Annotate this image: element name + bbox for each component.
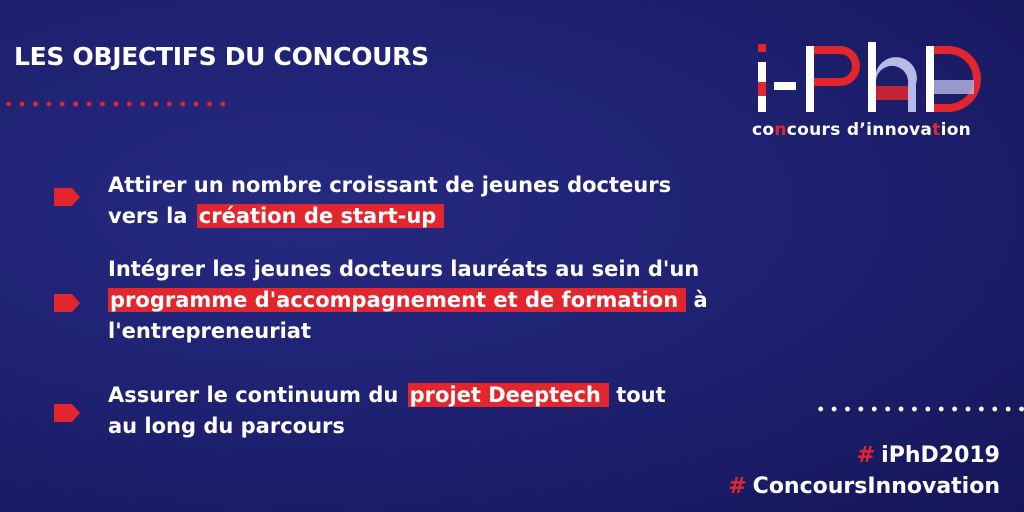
objective-line: au long du parcours <box>108 414 345 438</box>
objective-line: vers la création de start-up <box>108 201 671 232</box>
red-arrow-bullet-icon <box>52 186 82 208</box>
objective-line: l'entrepreneuriat <box>108 319 311 343</box>
iphd-logo <box>748 40 988 150</box>
red-arrow-bullet-icon <box>52 402 82 424</box>
objective-item <box>108 170 671 232</box>
objective-line: Assurer le continuum du projet Deeptech tout <box>108 383 666 407</box>
logo-tagline: concours d’innovation <box>752 120 972 140</box>
highlight-text: programme d'accompagnement et de formation <box>108 288 686 312</box>
red-arrow-bullet-icon <box>52 292 82 314</box>
hashtag: # ConcoursInnovation <box>728 474 1000 499</box>
hashtags <box>728 440 1000 502</box>
objective-line: Intégrer les jeunes docteurs lauréats au sein d'un <box>108 257 700 281</box>
iphd-logo-mark <box>748 40 988 116</box>
highlight-text: projet Deeptech <box>408 383 609 407</box>
objective-item <box>108 380 666 442</box>
page-title: LES OBJECTIFS DU CONCOURS <box>14 42 429 71</box>
highlight-text: création de start-up <box>197 204 445 228</box>
objective-line: Attirer un nombre croissant de jeunes docteurs <box>108 173 672 197</box>
hashtag: # iPhD2019 <box>856 443 1000 468</box>
red-dotted-divider <box>0 101 230 107</box>
objective-line: programme d'accompagnement et de formation à <box>110 288 708 312</box>
objective-item <box>108 254 708 347</box>
white-dotted-divider <box>812 406 1024 412</box>
